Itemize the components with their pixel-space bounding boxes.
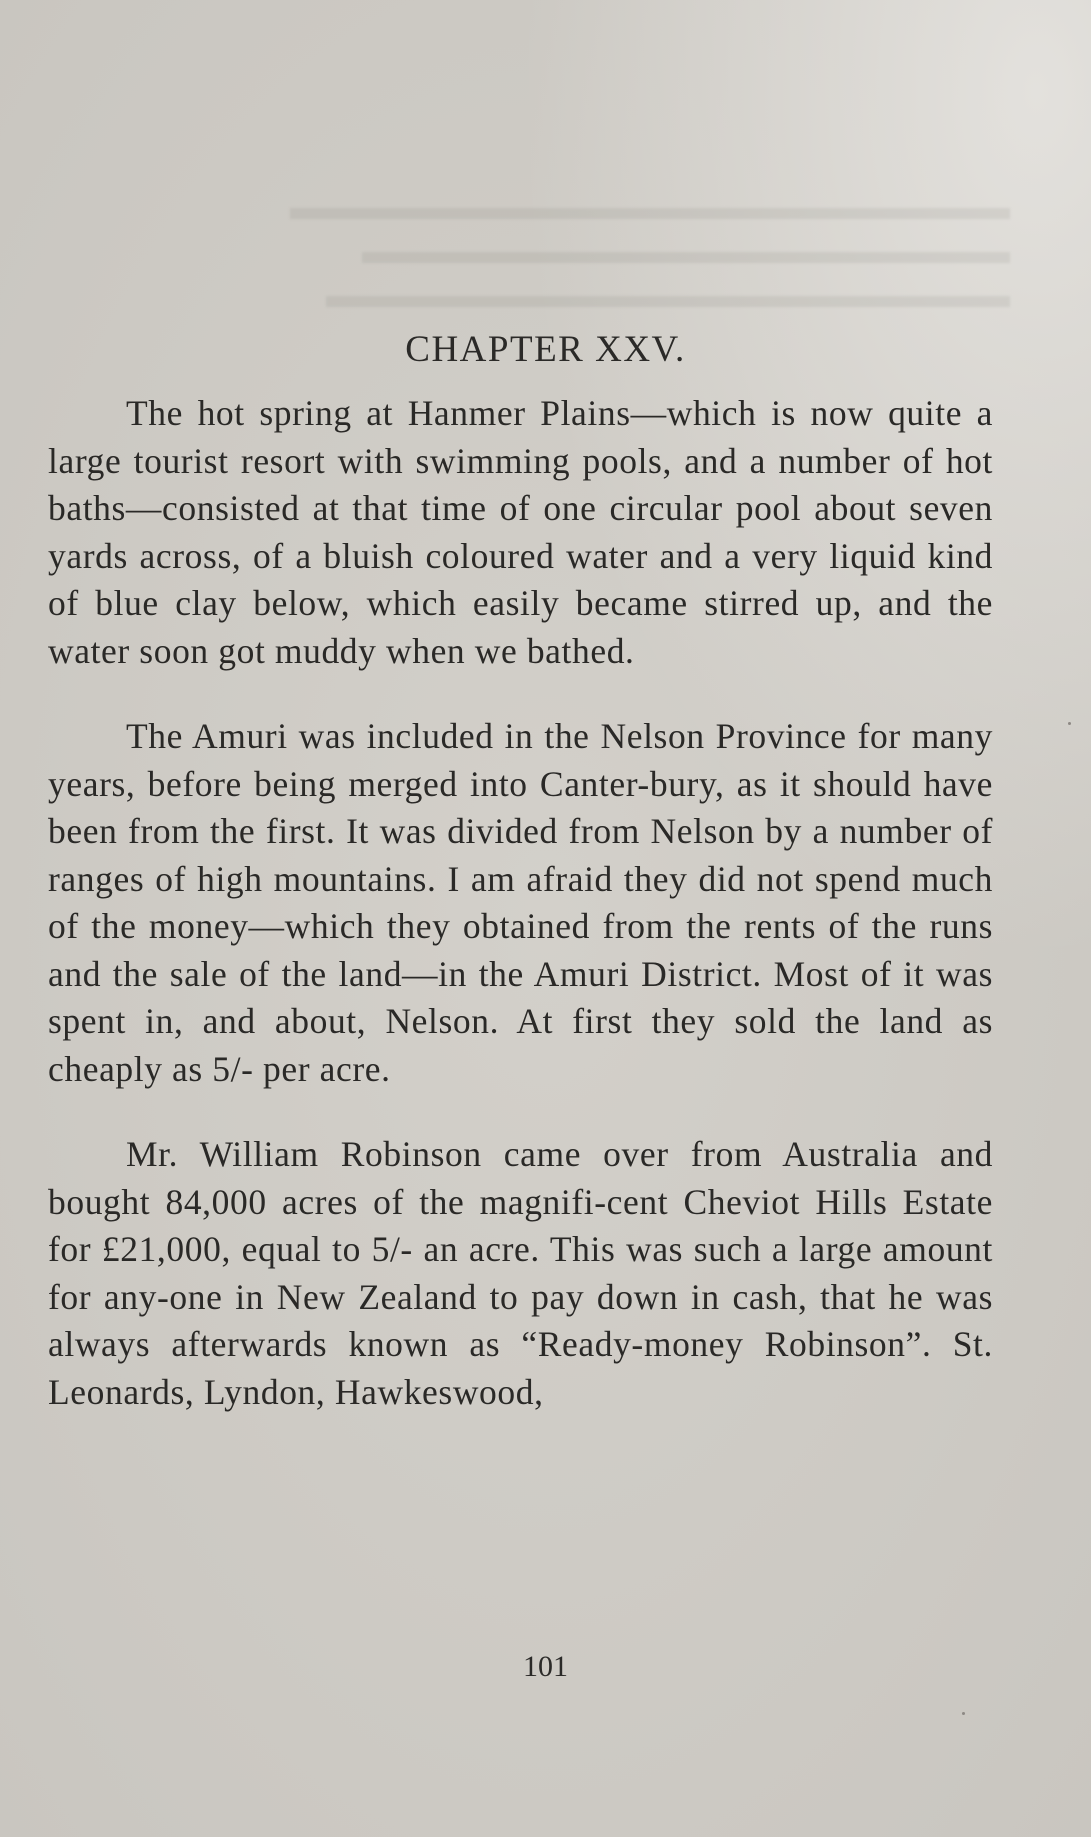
show-through-text: ▬▬▬▬▬▬▬▬▬▬▬▬▬▬▬▬▬▬▬▬ ▬▬▬▬▬▬▬▬▬▬▬▬▬▬▬▬▬▬ ▬▬▬▬▬▬▬▬▬▬▬▬▬▬▬▬▬▬▬ bbox=[290, 187, 1010, 315]
chapter-title: CHAPTER XXV. bbox=[405, 329, 686, 370]
paragraph-hot-spring: The hot spring at Hanmer Plains—which is now quite a large tourist resort with swimming pools, and a number of hot baths—consisted at that time of one circular pool about seven yards across, of a bluish coloured water and a very liquid kind of blue clay below, which easily became stirred up, and the water soon got muddy when we bathed. bbox=[48, 393, 993, 671]
paragraph-robinson: Mr. William Robinson came over from Australia and bought 84,000 acres of the magnifi-cent Cheviot Hills Estate for £21,000, equal to 5/- an acre. This was such a large amount for any-one in New Zealand to pay down in cash, that he was always afterwards known as “Ready-money Robinson”. St. Leonards, Lyndon, Hawkeswood, bbox=[48, 1134, 993, 1412]
paragraph-amuri: The Amuri was included in the Nelson Province for many years, before being merged into Canter-bury, as it should have been from the first. It was divided from Nelson by a number of ranges of high mountains. I am afraid they did not spend much of the money—which they obtained from the rents of the runs and the sale of the land—in the Amuri District. Most of it was spent in, and about, Nelson. At first they sold the land as cheaply as 5/- per acre. bbox=[48, 716, 993, 1089]
page-number: 101 bbox=[523, 1650, 568, 1683]
paper-speck bbox=[962, 1712, 965, 1715]
chapter-body bbox=[48, 390, 993, 1416]
paper-speck bbox=[1068, 722, 1071, 725]
